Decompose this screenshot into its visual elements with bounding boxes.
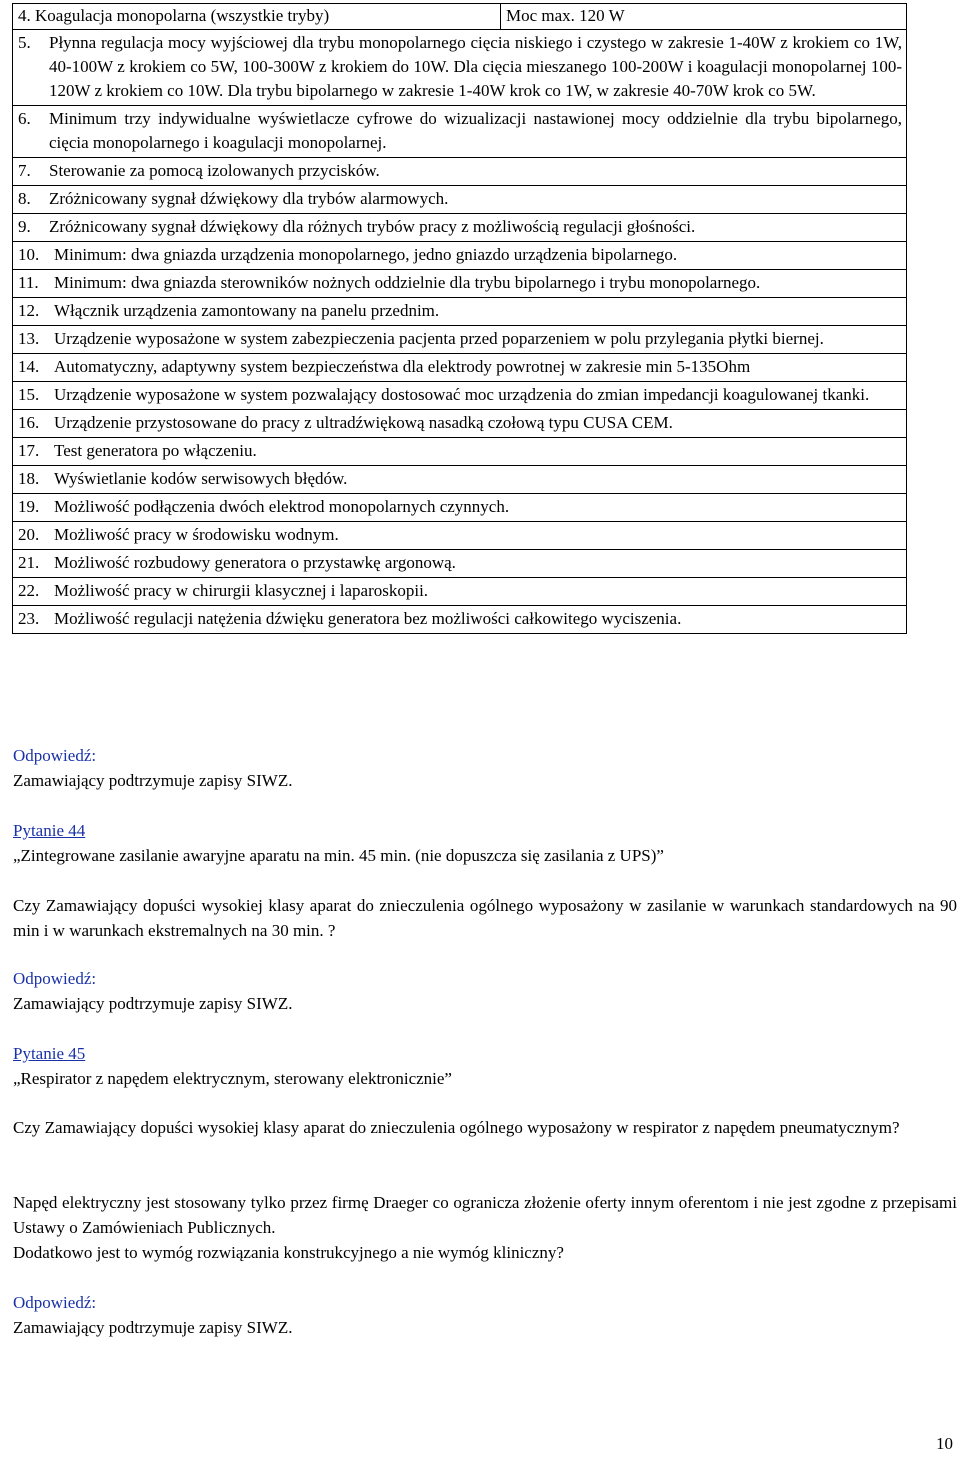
item-number: 22.: [18, 581, 40, 600]
table-row: [13, 354, 907, 382]
item-text: Urządzenie przystosowane do pracy z ultradźwiękową nasadką czołową typu CUSA CEM.: [54, 413, 673, 432]
question-44-text: Czy Zamawiający dopuści wysokiej klasy aparat do znieczulenia ogólnego wyposażony w zasilanie w warunkach standardowych na 90 min i w warunkach ekstremalnych na 30 min. ?: [13, 896, 957, 940]
list-item: [18, 299, 902, 323]
item-text: Test generatora po włączeniu.: [54, 441, 257, 460]
answer-text: Zamawiający podtrzymuje zapisy SIWZ.: [13, 994, 293, 1013]
list-item: [18, 327, 902, 351]
table-cell: [13, 326, 907, 354]
item-number: 23.: [18, 609, 40, 628]
question-45-quote: „Respirator z napędem elektrycznym, sterowany elektronicznie”: [13, 1069, 452, 1088]
table-row: [13, 466, 907, 494]
question-44-link[interactable]: Pytanie 44: [13, 821, 86, 840]
page-number: 10: [936, 1434, 953, 1453]
table-row: [13, 606, 907, 634]
list-item: [18, 551, 902, 575]
item-number: 10.: [18, 245, 40, 264]
note-paragraph: Dodatkowo jest to wymóg rozwiązania konstrukcyjnego a nie wymóg kliniczny?: [13, 1243, 564, 1262]
table-row: [13, 494, 907, 522]
list-item: [18, 215, 902, 239]
list-item: [18, 439, 902, 463]
item-text: Zróżnicowany sygnał dźwiękowy dla różnych trybów pracy z możliwością regulacji głośności.: [49, 217, 696, 236]
item-text: Urządzenie wyposażone w system pozwalający dostosować moc urządzenia do zmian impedancji koagulowanej tkanki.: [54, 385, 870, 404]
item-text: Urządzenie wyposażone w system zabezpieczenia pacjenta przed poparzeniem w polu przylegania płytki biernej.: [54, 329, 824, 348]
item-number: 8.: [18, 189, 31, 208]
list-item: [18, 523, 902, 547]
item-number: 12.: [18, 301, 40, 320]
table-cell: [13, 158, 907, 186]
table-cell: [13, 494, 907, 522]
item-text: Minimum: dwa gniazda urządzenia monopolarnego, jedno gniazdo urządzenia bipolarnego.: [54, 245, 678, 264]
table-row: [13, 214, 907, 242]
table-row: [13, 382, 907, 410]
table-cell: [13, 106, 907, 158]
item-number: 5.: [18, 33, 31, 52]
table-row: [13, 4, 907, 30]
item-text: Zróżnicowany sygnał dźwiękowy dla trybów alarmowych.: [49, 189, 449, 208]
list-item: [18, 607, 902, 631]
item-text: Możliwość podłączenia dwóch elektrod monopolarnych czynnych.: [54, 497, 510, 516]
table-row: [13, 326, 907, 354]
question-44-quote: „Zintegrowane zasilanie awaryjne aparatu na min. 45 min. (nie dopuszcza się zasilania z UPS)”: [13, 846, 664, 865]
item-text: Wyświetlanie kodów serwisowych błędów.: [54, 469, 348, 488]
list-item: [18, 411, 902, 435]
table-row: [13, 186, 907, 214]
item-number: 21.: [18, 553, 40, 572]
table-cell: [13, 30, 907, 106]
question-45-block: [13, 1041, 957, 1091]
answer-label: Odpowiedź:: [13, 969, 97, 988]
item-number: 7.: [18, 161, 31, 180]
item-text: Minimum: dwa gniazda sterowników nożnych oddzielnie dla trybu bipolarnego i trybu monopolarnego.: [54, 273, 761, 292]
table-cell: [13, 354, 907, 382]
table-cell: [13, 410, 907, 438]
item-number: 13.: [18, 329, 40, 348]
table-cell: [13, 270, 907, 298]
table-row: [13, 30, 907, 106]
question-44-block: [13, 818, 957, 868]
table-row: [13, 438, 907, 466]
list-item: [18, 383, 902, 407]
table-cell: [13, 578, 907, 606]
item-number: 11.: [18, 273, 39, 292]
item-text: Możliwość rozbudowy generatora o przystawkę argonową.: [54, 553, 456, 572]
table-row: [13, 522, 907, 550]
question-45-notes: [13, 1190, 957, 1265]
table-cell: [13, 214, 907, 242]
list-item: [18, 243, 902, 267]
item-text: Minimum trzy indywidualne wyświetlacze cyfrowe do wizualizacji nastawionej mocy oddzielnie dla trybu bipolarnego, cięcia monopolarnego i koagulacji monopolarnej.: [49, 109, 902, 152]
item-text: Płynna regulacja mocy wyjściowej dla trybu monopolarnego cięcia niskiego i czystego w zakresie 1-40W z krokiem co 1W, 40-100W z krokiem co 5W, 100-300W z krokiem do 10W. Dla cięcia mieszanego 100-200W i koagulacji monopolarnej 100-120W z krokiem co 10W. Dla trybu bipolarnego w zakresie 1-40W krok co 1W, w zakresie 40-70W krok co 5W.: [49, 33, 902, 100]
list-item: [18, 355, 902, 379]
item-number: 9.: [18, 217, 31, 236]
item-number: 6.: [18, 109, 31, 128]
answer-block-45: [13, 1290, 957, 1340]
item-number: 17.: [18, 441, 40, 460]
table-cell: [13, 186, 907, 214]
table-cell: [13, 438, 907, 466]
item-number: 15.: [18, 385, 40, 404]
list-item: [18, 159, 902, 183]
table-row: [13, 270, 907, 298]
list-item: [18, 107, 902, 155]
item-number: 14.: [18, 357, 40, 376]
specification-table: [12, 3, 907, 634]
answer-text: Zamawiający podtrzymuje zapisy SIWZ.: [13, 771, 293, 790]
item-text: Włącznik urządzenia zamontowany na panelu przednim.: [54, 301, 440, 320]
item-text: Automatyczny, adaptywny system bezpieczeństwa dla elektrody powrotnej w zakresie min 5-135Ohm: [54, 357, 751, 376]
item-text: Możliwość pracy w środowisku wodnym.: [54, 525, 339, 544]
table-cell: [13, 522, 907, 550]
table-row: [13, 106, 907, 158]
table-row: [13, 578, 907, 606]
question-45-link[interactable]: Pytanie 45: [13, 1044, 86, 1063]
answer-label: Odpowiedź:: [13, 1293, 97, 1312]
item-number: 18.: [18, 469, 40, 488]
table-row: [13, 158, 907, 186]
table-row: [13, 410, 907, 438]
list-item: [18, 31, 902, 103]
table-cell: [13, 550, 907, 578]
answer-block-1: [13, 743, 957, 793]
row4-value: Moc max. 120 W: [501, 4, 907, 30]
table-row: [13, 298, 907, 326]
list-item: [18, 579, 902, 603]
table-cell: [13, 466, 907, 494]
row4-requirement: 4. Koagulacja monopolarna (wszystkie tryby): [13, 4, 501, 30]
table-row: [13, 550, 907, 578]
item-text: Możliwość regulacji natężenia dźwięku generatora bez możliwości całkowitego wyciszenia.: [54, 609, 682, 628]
table-cell: [13, 298, 907, 326]
list-item: [18, 467, 902, 491]
table-cell: [13, 606, 907, 634]
table-cell: [13, 242, 907, 270]
item-text: Możliwość pracy w chirurgii klasycznej i laparoskopii.: [54, 581, 429, 600]
answer-block-44: [13, 966, 957, 1016]
table-row: [13, 242, 907, 270]
item-text: Sterowanie za pomocą izolowanych przycisków.: [49, 161, 380, 180]
item-number: 20.: [18, 525, 40, 544]
answer-label: Odpowiedź:: [13, 746, 97, 765]
list-item: [18, 495, 902, 519]
question-45-text: Czy Zamawiający dopuści wysokiej klasy aparat do znieczulenia ogólnego wyposażony w respirator z napędem pneumatycznym?: [13, 1118, 900, 1137]
list-item: [18, 271, 902, 295]
item-number: 16.: [18, 413, 40, 432]
answer-text: Zamawiający podtrzymuje zapisy SIWZ.: [13, 1318, 293, 1337]
item-number: 19.: [18, 497, 40, 516]
list-item: [18, 187, 902, 211]
note-paragraph: Napęd elektryczny jest stosowany tylko przez firmę Draeger co ogranicza złożenie oferty innym oferentom i nie jest zgodne z przepisami Ustawy o Zamówieniach Publicznych.: [13, 1193, 957, 1237]
table-cell: [13, 382, 907, 410]
